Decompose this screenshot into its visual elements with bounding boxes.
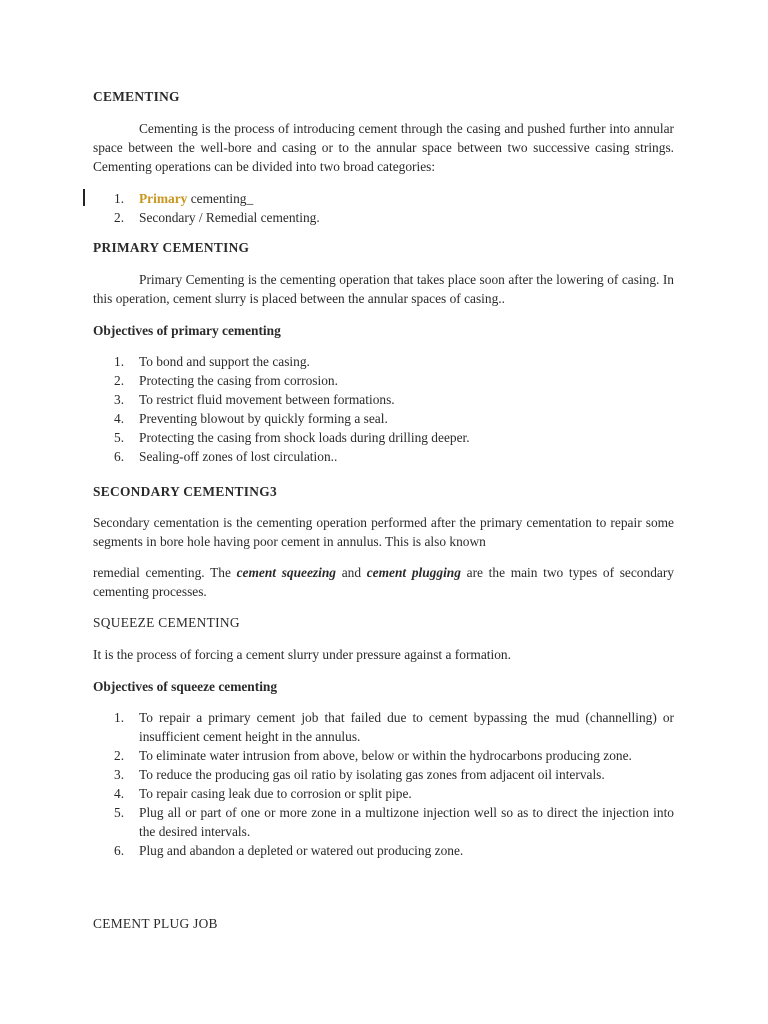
list-item: 2. Secondary / Remedial cementing. [114, 210, 320, 225]
cement-plug-heading: CEMENT PLUG JOB [93, 916, 218, 931]
list-item: 4. To repair casing leak due to corrosion or split pipe. [114, 786, 412, 801]
text-cursor [83, 189, 85, 206]
list-item: 6. Plug and abandon a depleted or watered out producing zone. [114, 843, 464, 858]
list-item: 3. To reduce the producing gas oil ratio by isolating gas zones from adjacent oil intervals. [114, 767, 605, 782]
primary-objectives-heading: Objectives of primary cementing [93, 323, 281, 338]
cement-squeezing-term: cement squeezing [236, 565, 337, 580]
list-item: 3. To restrict fluid movement between formations. [114, 392, 395, 407]
primary-objectives-list [93, 352, 674, 466]
squeeze-heading: SQUEEZE CEMENTING [93, 615, 240, 630]
intro-paragraph: Cementing is the process of introducing cement through the casing and pushed further into annular space between the well-bore and casing or to the annular space between two successive casing strings. Cementing operations can be divided into two broad categories: [93, 121, 674, 174]
list-item: 4. Preventing blowout by quickly forming a seal. [114, 411, 388, 426]
primary-paragraph: Primary Cementing is the cementing operation that takes place soon after the lowering of casing. In this operation, cement slurry is placed between the annular spaces of casing.. [93, 272, 674, 306]
squeeze-objectives-list [93, 708, 674, 860]
list-item: 1. To repair a primary cement job that failed due to cement bypassing the mud (channelling) or insufficient cement height in the annulus. [114, 710, 674, 744]
list-item: 5. Plug all or part of one or more zone in a multizone injection well so as to direct the injection into the desired intervals. [114, 805, 674, 839]
list-item: 2. To eliminate water intrusion from above, below or within the hydrocarbons producing zone. [114, 748, 632, 763]
categories-list [93, 189, 674, 227]
squeeze-objectives-heading: Objectives of squeeze cementing [93, 679, 278, 694]
list-item: 6. Sealing-off zones of lost circulation.. [114, 449, 338, 464]
cement-plugging-term: cement plugging [366, 565, 461, 580]
secondary-paragraph-2: remedial cementing. The cement squeezing and cement plugging are the main two types of secondary cementing processes. [93, 565, 674, 599]
title-cementing: CEMENTING [93, 89, 180, 104]
primary-heading: PRIMARY CEMENTING [93, 240, 250, 255]
secondary-paragraph-1: Secondary cementation is the cementing operation performed after the primary cementation to repair some segments in bore hole having poor cement in annulus. This is also known [93, 515, 674, 549]
list-item: 5. Protecting the casing from shock loads during drilling deeper. [114, 430, 470, 445]
secondary-heading: SECONDARY CEMENTING3 [93, 484, 277, 499]
list-item: 2. Protecting the casing from corrosion. [114, 373, 338, 388]
list-item: 1. To bond and support the casing. [114, 354, 310, 369]
list-item: 1. Primary cementing_ [114, 191, 254, 206]
primary-highlight: Primary [139, 191, 188, 206]
squeeze-paragraph: It is the process of forcing a cement slurry under pressure against a formation. [93, 647, 511, 662]
